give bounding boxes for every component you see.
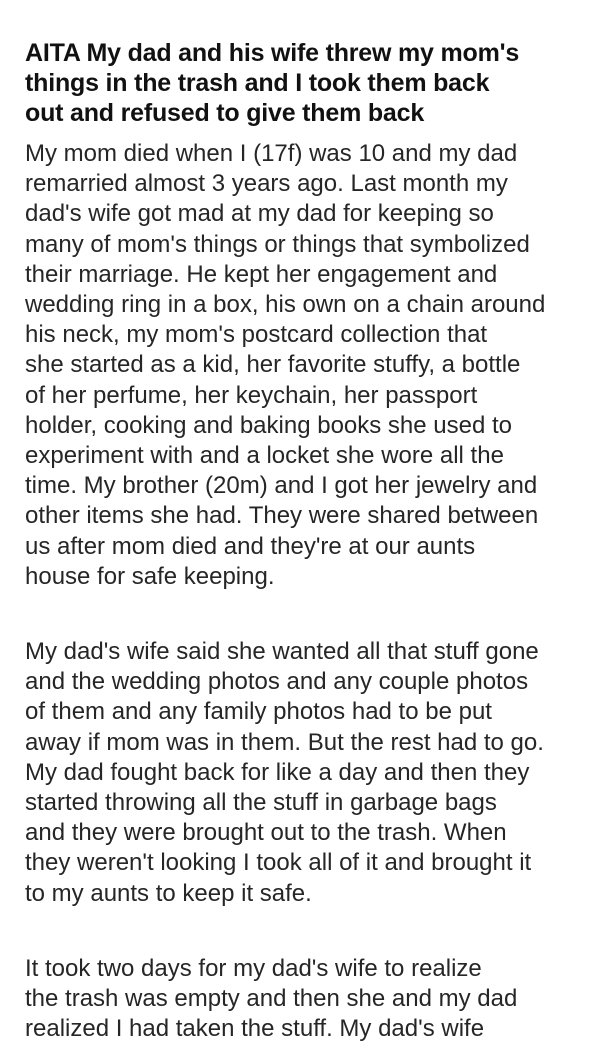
body-line: his neck, my mom's postcard collection that bbox=[25, 321, 488, 349]
body-line: My dad's wife said she wanted all that stuff gone bbox=[25, 638, 539, 666]
body-line: of them and any family photos had to be put bbox=[25, 698, 492, 726]
body-line: holder, cooking and baking books she used to bbox=[25, 411, 513, 439]
body-line: away if mom was in them. But the rest had to go. bbox=[25, 728, 544, 756]
body-line: they weren't looking I took all of it and brought it bbox=[25, 849, 532, 877]
post-content bbox=[25, 38, 600, 1044]
body-line: time. My brother (20m) and I got her jewelry and bbox=[25, 472, 538, 500]
body-line: My dad fought back for like a day and then they bbox=[25, 758, 530, 786]
body-line: to my aunts to keep it safe. bbox=[25, 879, 312, 907]
body-line: and they were brought out to the trash. When bbox=[25, 819, 507, 847]
body-line: My mom died when I (17f) was 10 and my dad bbox=[25, 140, 518, 167]
body-line: remarried almost 3 years ago. Last month my bbox=[25, 170, 508, 198]
body-line: dad's wife got mad at my dad for keeping so bbox=[25, 200, 494, 228]
paragraph-spacer bbox=[25, 592, 600, 637]
post-title-line: AITA My dad and his wife threw my mom's bbox=[25, 39, 520, 67]
post-paragraph-2 bbox=[25, 637, 600, 909]
body-line: of her perfume, her keychain, her passport bbox=[25, 381, 478, 409]
body-line: us after mom died and they're at our aunts bbox=[25, 532, 476, 560]
body-line: wedding ring in a box, his own on a chain around bbox=[25, 291, 546, 319]
post-title-line: out and refused to give them back bbox=[25, 99, 425, 127]
body-line: It took two days for my dad's wife to realize bbox=[25, 954, 482, 982]
post-paragraph-3 bbox=[25, 954, 600, 1044]
body-line: realized I had taken the stuff. My dad's wife bbox=[25, 1015, 485, 1043]
body-line: the trash was empty and then she and my dad bbox=[25, 985, 518, 1013]
paragraph-spacer bbox=[25, 909, 600, 954]
body-line: experiment with and a locket she wore all the bbox=[25, 442, 504, 470]
body-line: and the wedding photos and any couple photos bbox=[25, 668, 529, 696]
body-line: many of mom's things or things that symbolized bbox=[25, 230, 530, 258]
post-title bbox=[25, 38, 600, 128]
body-line: other items she had. They were shared between bbox=[25, 502, 539, 530]
body-line: she started as a kid, her favorite stuffy, a bottle bbox=[25, 351, 521, 379]
body-line: started throwing all the stuff in garbage bags bbox=[25, 789, 497, 817]
post-title-line: things in the trash and I took them back bbox=[25, 69, 490, 97]
body-line: their marriage. He kept her engagement and bbox=[25, 260, 498, 288]
post-paragraph-1 bbox=[25, 139, 600, 592]
body-line: house for safe keeping. bbox=[25, 562, 275, 590]
